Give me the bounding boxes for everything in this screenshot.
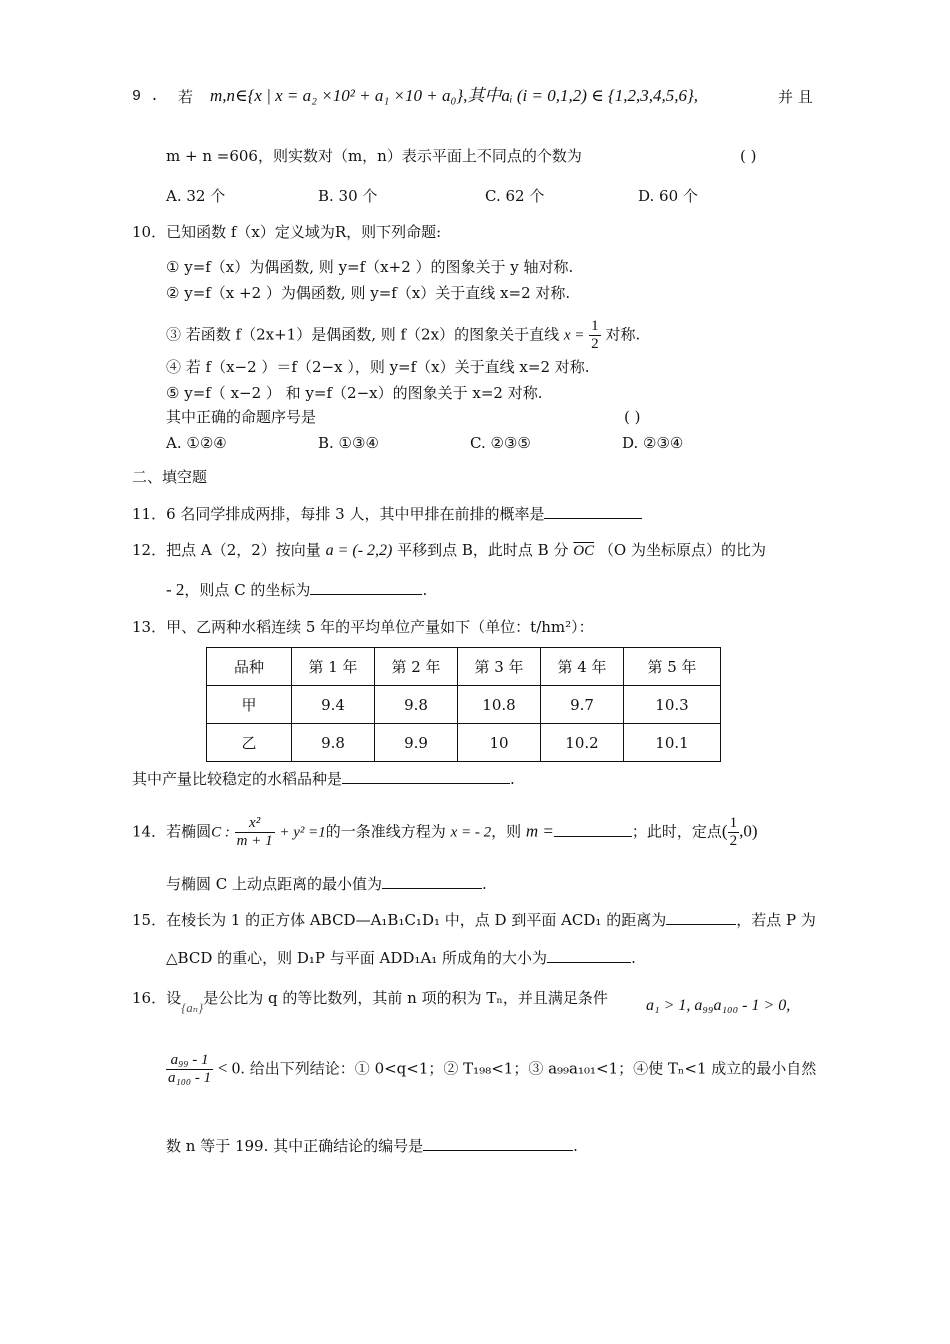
q16-answer-blank[interactable] xyxy=(423,1136,573,1151)
section-title-fill-in: 二、填空题 xyxy=(132,468,208,486)
table-header-cell: 第 4 年 xyxy=(541,648,624,686)
q14-m-answer-blank[interactable] xyxy=(554,822,632,837)
q14-line1: 14．若椭圆C : $\frac{\text{x²}}{m + 1}$ + y² =1的一条准线方程为 x = - 2，则 m = ；此时，定点( $\frac{1}{2}$ ,0) xyxy=(132,815,758,849)
q12-answer-blank[interactable] xyxy=(310,580,422,595)
table-cell: 10 xyxy=(458,724,541,762)
table-cell: 乙 xyxy=(207,724,292,762)
q10-item-2: ② y=f（x +2 ）为偶函数, 则 y=f（x）关于直线 x=2 对称. xyxy=(166,284,571,302)
q13-answer-blank[interactable] xyxy=(342,769,510,784)
table-cell: 9.8 xyxy=(292,724,375,762)
q10-item-4: ④ 若 f（x−2 ）＝f（2−x ），则 y=f（x）关于直线 x=2 对称. xyxy=(166,358,590,376)
table-cell: 9.4 xyxy=(292,686,375,724)
q16-line1: 16．设{aₙ}是公比为 q 的等比数列，其前 n 项的积为 Tₙ，并且满足条件 xyxy=(132,989,608,1015)
table-cell: 甲 xyxy=(207,686,292,724)
q10-item-1: ① y=f（x）为偶函数, 则 y=f（x+2 ）的图象关于 y 轴对称. xyxy=(166,258,574,276)
table-row xyxy=(207,724,721,762)
q10-ask: 其中正确的命题序号是 xyxy=(166,408,317,426)
q9-option-a: A. 32 个 xyxy=(166,187,226,205)
q9-formula: m,n∈{x | x = a₂ ×10² + a₁ ×10 + a₀},其中aᵢ (i = 0,1,2) ∈ {1,2,3,4,5,6}, xyxy=(210,86,699,105)
table-cell: 9.8 xyxy=(375,686,458,724)
q10-option-a: A. ①②④ xyxy=(166,434,227,452)
q10-option-c: C. ②③⑤ xyxy=(470,434,531,452)
q13-stem: 13．甲、乙两种水稻连续 5 年的平均单位产量如下（单位：t/hm²）： xyxy=(132,618,594,636)
q16-line3: 数 n 等于 199. 其中正确结论的编号是 . xyxy=(166,1137,578,1155)
table-header-cell: 第 1 年 xyxy=(292,648,375,686)
q16-line2: $\frac{\text{a₉₉ - 1}}{\text{a₁₀₀ - 1}}$ < 0. 给出下列结论：① 0<q<1；② T₁₉₈<1；③ a₉₉a₁₀₁<1；④使 Tₙ<1 成立的最小自然 xyxy=(168,1052,817,1086)
q9-number: 9 . xyxy=(132,88,160,105)
table-header-cell: 品种 xyxy=(207,648,292,686)
q9-lead: 若 xyxy=(178,88,194,106)
q14-line2: 与椭圆 C 上动点距离的最小值为 . xyxy=(166,875,487,893)
table-cell: 10.3 xyxy=(624,686,721,724)
table-header-cell: 第 2 年 xyxy=(375,648,458,686)
yield-table xyxy=(206,647,721,762)
q10-option-b: B. ①③④ xyxy=(318,434,379,452)
q10-option-d: D. ②③④ xyxy=(622,434,684,452)
q10-paren: ( ) xyxy=(624,408,641,426)
table-row xyxy=(207,686,721,724)
q13-after: 其中产量比较稳定的水稻品种是 . xyxy=(132,770,515,788)
q9-paren: ( ) xyxy=(740,147,757,165)
table-header-cell: 第 5 年 xyxy=(624,648,721,686)
q12-line2: - 2，则点 C 的坐标为 . xyxy=(166,580,428,599)
q16-fraction: $\frac{\text{a₉₉ - 1}}{\text{a₁₀₀ - 1}}$ xyxy=(168,1052,212,1086)
table-cell: 9.7 xyxy=(541,686,624,724)
q11-text: 11．6 名同学排成两排，每排 3 人，其中甲排在前排的概率是 xyxy=(132,504,642,524)
q15-line1: 15．在棱长为 1 的正方体 ABCD—A₁B₁C₁D₁ 中，点 D 到平面 ACD₁ 的距离为 ，若点 P 为 xyxy=(132,911,816,929)
q15-distance-answer-blank[interactable] xyxy=(666,910,736,925)
q10-stem: 10．已知函数 f（x）定义域为R，则下列命题: xyxy=(132,223,442,241)
q14-distance-answer-blank[interactable] xyxy=(382,874,482,889)
q16-condition: a₁ > 1, a₉₉a₁₀₀ - 1 > 0, xyxy=(646,997,791,1014)
table-cell: 10.2 xyxy=(541,724,624,762)
q12-line1: 12．把点 A（2，2）按向量 a = (- 2,2) 平移到点 B，此时点 B 分 $\overline{OC}$ （O 为坐标原点）的比为 xyxy=(132,541,766,559)
q14-fraction: $\frac{\text{x²}}{m + 1}$ xyxy=(236,815,273,849)
q15-line2: △BCD 的重心，则 D₁P 与平面 ADD₁A₁ 所成角的大小为 . xyxy=(166,949,636,967)
q10-item3-fraction: $\frac{1}{2}$ xyxy=(591,318,599,352)
table-cell: 10.8 xyxy=(458,686,541,724)
q9-option-b: B. 30 个 xyxy=(318,187,378,205)
table-cell: 9.9 xyxy=(375,724,458,762)
q9-line2: m + n =606，则实数对（m，n）表示平面上不同点的个数为 xyxy=(166,147,582,165)
table-cell: 10.1 xyxy=(624,724,721,762)
q15-angle-answer-blank[interactable] xyxy=(547,948,631,963)
q10-item-3: ③ 若函数 f（2x+1）是偶函数, 则 f（2x）的图象关于直线 x = $\frac{1}{2}$ 对称. xyxy=(166,318,641,352)
q9-tail: 并 且 xyxy=(778,88,813,106)
table-header-cell: 第 3 年 xyxy=(458,648,541,686)
q9-option-d: D. 60 个 xyxy=(638,187,698,205)
q11-answer-blank[interactable] xyxy=(544,504,642,519)
q9-option-c: C. 62 个 xyxy=(485,187,545,205)
table-header-row xyxy=(207,648,721,686)
q14-point-fraction: $\frac{1}{2}$ xyxy=(729,815,738,849)
q10-item-5: ⑤ y=f（ x−2 ） 和 y=f（2−x）的图象关于 x=2 对称. xyxy=(166,384,543,402)
